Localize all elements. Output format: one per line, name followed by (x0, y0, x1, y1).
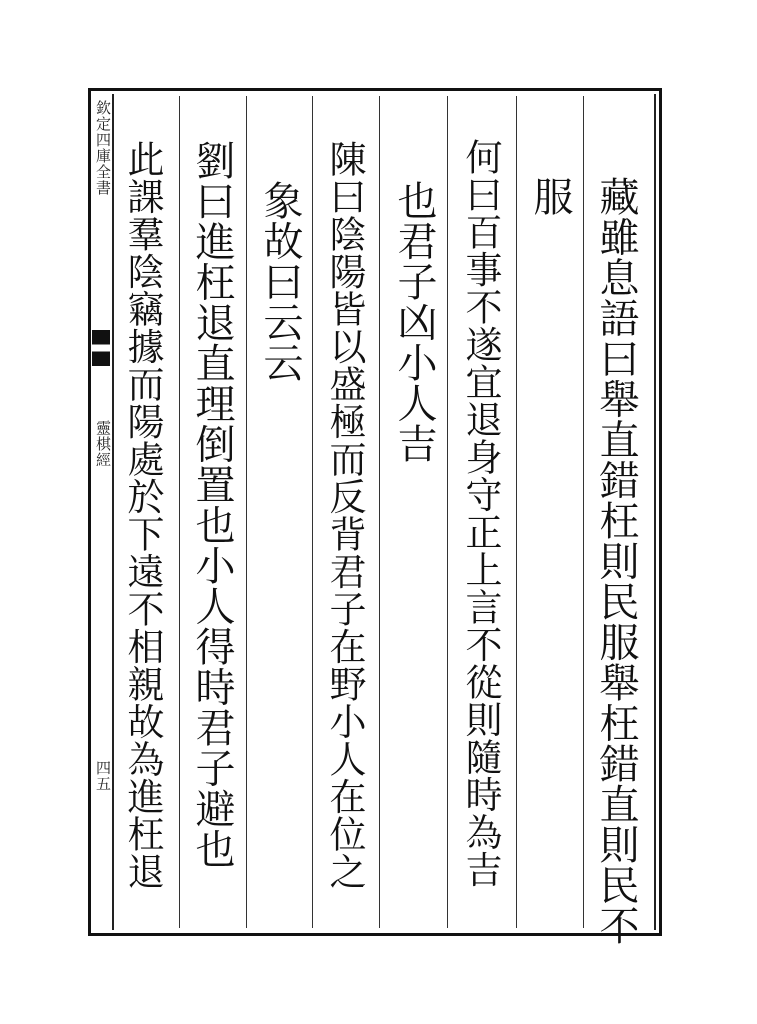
margin-book-title: 欽定四庫全書 (94, 100, 112, 196)
text-column-3: 何曰百事不遂宜退身守正上言不從則隨時為吉 (459, 138, 502, 888)
margin-page-number: 四五 (94, 760, 112, 792)
fish-tail-mark-icon (92, 330, 110, 366)
column-rule (379, 96, 380, 928)
column-rule (312, 96, 313, 928)
column-rule (246, 96, 247, 928)
column-rule (516, 96, 517, 928)
text-column-2: 服 (527, 176, 573, 217)
text-column-8: 此課羣陰竊據而陽處於下遠不相親故為進枉退 (121, 140, 164, 890)
text-column-4: 也君子凶小人吉 (391, 180, 437, 464)
column-rule (583, 96, 584, 928)
text-column-7: 劉曰進枉退直理倒置也小人得時君子避也 (189, 140, 235, 869)
text-column-6: 象故曰云云 (257, 180, 303, 383)
text-column-5: 陳曰陰陽皆以盛極而反背君子在野小人在位之 (323, 140, 366, 890)
text-column-1: 藏雖息語曰舉直錯枉則民服舉枉錯直則民不 (593, 176, 639, 946)
margin-section-title: 靈棋經 (94, 420, 112, 468)
column-rule (447, 96, 448, 928)
column-rule (179, 96, 180, 928)
